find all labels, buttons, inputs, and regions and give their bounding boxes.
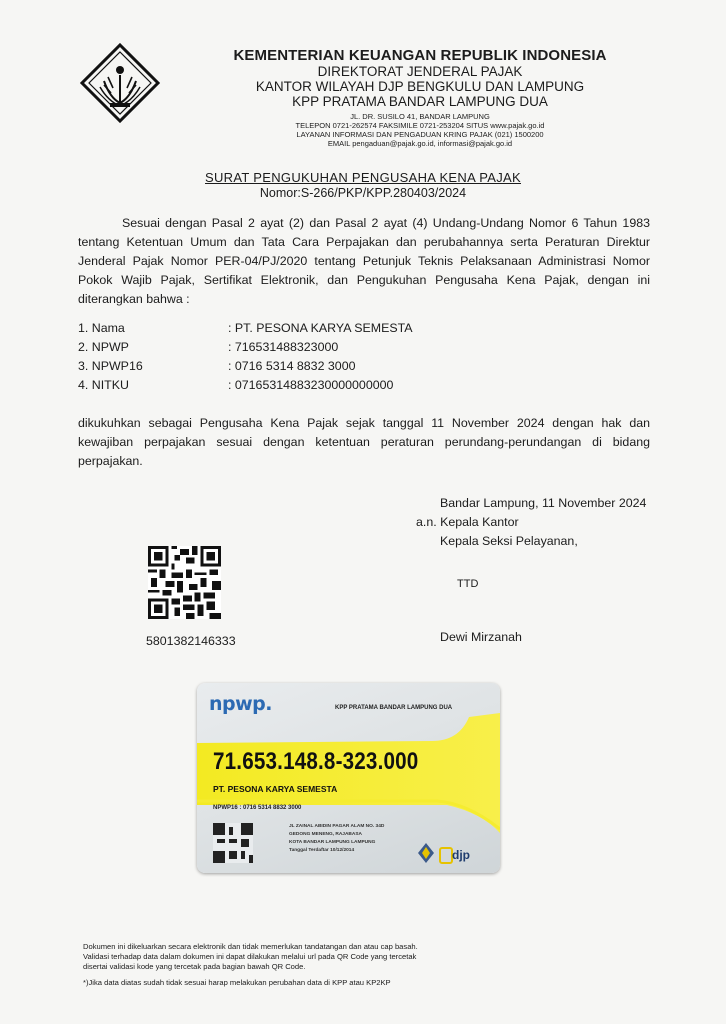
card-qr-code-icon xyxy=(213,823,253,863)
field-label: 1. Nama xyxy=(78,321,125,335)
card-address-line: GEDONG MENENG, RAJABASA xyxy=(289,832,363,837)
card-npwp-number: 71.653.148.8-323.000 xyxy=(213,748,419,775)
card-address xyxy=(289,823,384,855)
card-taxpayer-name: PT. PESONA KARYA SEMESTA xyxy=(213,784,338,794)
office-service-line: LAYANAN INFORMASI DAN PENGADUAN KRING PAJAK (021) 1500200 xyxy=(296,130,544,139)
card-address-line: JL ZAINAL ABIDIN PAGAR ALAM NO. 34D xyxy=(289,824,385,829)
card-address-line: KOTA BANDAR LAMPUNG LAMPUNG xyxy=(289,840,376,845)
card-npwp16: NPWP16 : 0716 5314 8832 3000 xyxy=(213,805,302,811)
regional-office-name: KANTOR WILAYAH DJP BENGKULU DAN LAMPUNG xyxy=(255,79,585,94)
npwp-card xyxy=(197,683,500,873)
letter-title xyxy=(0,170,726,200)
ministry-emblem-icon xyxy=(80,43,160,123)
signature-name: Dewi Mirzanah xyxy=(440,630,522,644)
tax-office-name: KPP PRATAMA BANDAR LAMPUNG DUA xyxy=(292,94,548,109)
qr-validation-code: 5801382146333 xyxy=(146,634,236,648)
signature-position: Kepala Seksi Pelayanan, xyxy=(440,534,578,548)
office-address: JL. DR. SUSILO 41, BANDAR LAMPUNG xyxy=(350,112,490,121)
field-label: 3. NPWP16 xyxy=(78,359,143,373)
letter-heading: SURAT PENGUKUHAN PENGUSAHA KENA PAJAK xyxy=(205,170,521,185)
intro-paragraph: Sesuai dengan Pasal 2 ayat (2) dan Pasal 2 ayat (4) Undang-Undang Nomor 6 Tahun 1983 tentang Ketentuan Umum dan Tata Cara Perpajakan dan perubahannya serta Peraturan Direktur Jenderal Pajak Nomor PER-04/PJ/2020 tentang Petunjuk Teknis Pelaksanaan Administrasi Nomor Pokok Wajib Pajak, Sertifikat Elektronik, dan Pengukuhan Pengusaha Kena Pajak, dengan ini diterangkan bahwa : xyxy=(78,216,650,306)
directorate-name: DIREKTORAT JENDERAL PAJAK xyxy=(317,64,523,79)
field-value: : 07165314883230000000000 xyxy=(228,378,394,392)
card-office: KPP PRATAMA BANDAR LAMPUNG DUA xyxy=(335,705,453,711)
card-registered-date: Tanggal Terdaftar 10/12/2014 xyxy=(289,848,355,853)
ministry-name: KEMENTERIAN KEUANGAN REPUBLIK INDONESIA xyxy=(233,47,607,64)
office-phone: TELEPON 0721-262574 FAKSIMILE 0721-253204 SITUS www.pajak.go.id xyxy=(295,121,545,130)
footer-note: disertai validasi kode yang tercetak pada bagian bawah QR Code. xyxy=(83,962,306,971)
letterhead xyxy=(170,48,670,148)
djp-brand: djp xyxy=(452,848,470,862)
qr-code-icon[interactable] xyxy=(148,546,221,619)
footer-note: *)Jika data diatas sudah tidak sesuai harap melakukan perubahan data di KPP atau KP2KP xyxy=(83,978,391,987)
field-label: 4. NITKU xyxy=(78,378,129,392)
office-email: EMAIL pengaduan@pajak.go.id, informasi@pajak.go.id xyxy=(327,139,513,148)
signature-on-behalf: a.n. Kepala Kantor xyxy=(416,515,519,529)
footer-note: Validasi terhadap data dalam dokumen ini dapat dilakukan melalui url pada QR Code yang tercetak xyxy=(83,952,417,961)
ministry-seal-icon xyxy=(418,843,434,863)
field-value: : 716531488323000 xyxy=(228,340,339,354)
footer-note: Dokumen ini dikeluarkan secara elektronik dan tidak memerlukan tandatangan dan atau cap basah. xyxy=(83,942,418,951)
closing-paragraph: dikukuhkan sebagai Pengusaha Kena Pajak sejak tanggal 11 November 2024 dengan hak dan kewajiban perpajakan sesuai dengan ketentuan peraturan perundang-perundangan di bidang perpajakan. xyxy=(78,416,650,468)
footer-notes xyxy=(83,942,643,988)
letter-number: Nomor:S-266/PKP/KPP.280403/2024 xyxy=(259,186,467,200)
signature-ttd: TTD xyxy=(457,578,479,590)
field-value: : PT. PESONA KARYA SEMESTA xyxy=(228,321,413,335)
signature-place-date: Bandar Lampung, 11 November 2024 xyxy=(440,496,647,510)
djp-logo-icon xyxy=(439,847,453,864)
npwp-logo: npwp. xyxy=(209,693,272,715)
field-label: 2. NPWP xyxy=(78,340,129,354)
field-value: : 0716 5314 8832 3000 xyxy=(228,359,356,373)
